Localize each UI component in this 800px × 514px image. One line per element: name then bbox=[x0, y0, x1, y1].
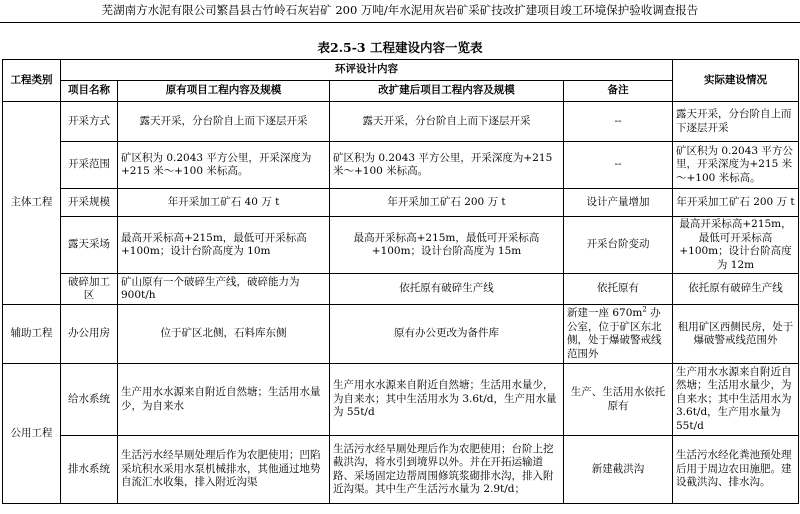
cell-remark bbox=[564, 305, 673, 364]
col-expansion: 改扩建后项目工程内容及规模 bbox=[330, 81, 564, 102]
cell-remark: 生产、生活用水依托原有 bbox=[564, 364, 673, 436]
cell-remark: 新建截洪沟 bbox=[564, 436, 673, 504]
cell-expansion: 生产用水水源来自附近自然塘；生活用水量少，为自来水；其中生活用水为 3.6t/d，生产用水量为 55t/d bbox=[330, 364, 564, 436]
cell-expansion: 生活污水经旱厕处理后作为农肥使用；台阶上挖截洪沟，将水引到境界以外。并在开拓运输道路、采场固定边帮周围修筑浆砌排水沟，排入附近沟渠。其中生产生活污水量为 2.9t/d； bbox=[330, 436, 564, 504]
cell-actual: 最高开采标高+215m，最低可开采标高+100m；设计台阶高度为 12m bbox=[673, 217, 799, 274]
cell-name: 给水系统 bbox=[61, 364, 118, 436]
cell-name: 开采规模 bbox=[61, 189, 118, 217]
table-row bbox=[3, 217, 799, 274]
group-aux: 辅助工程 bbox=[3, 305, 61, 364]
cell-actual: 租用矿区西侧民房，处于爆破警戒线范围外 bbox=[673, 305, 799, 364]
cell-actual: 露天开采，分台阶自上而下逐层开采 bbox=[673, 102, 799, 142]
table-row bbox=[3, 305, 799, 364]
remark-text-b: 办公室，位于矿区东北侧，处于爆破警戒线范围外 bbox=[567, 307, 662, 360]
cell-actual: 生活污水经化粪池预处理后用于周边农田施肥。建设截洪沟、排水沟。 bbox=[673, 436, 799, 504]
cell-name: 排水系统 bbox=[61, 436, 118, 504]
cell-expansion: 最高开采标高+215m，最低可开采标高+100m；设计台阶高度为 15m bbox=[330, 217, 564, 274]
table-row bbox=[3, 102, 799, 142]
cell-actual: 矿区积为 0.2043 平方公里，开采深度为+215 米～+100 米标高。 bbox=[673, 142, 799, 189]
cell-name: 办公用房 bbox=[61, 305, 118, 364]
remark-superscript: 2 bbox=[642, 305, 647, 314]
cell-remark: -- bbox=[564, 102, 673, 142]
col-original: 原有项目工程内容及规模 bbox=[118, 81, 330, 102]
cell-name: 破碎加工区 bbox=[61, 274, 118, 305]
cell-expansion: 年开采加工矿石 200 万 t bbox=[330, 189, 564, 217]
group-main: 主体工程 bbox=[3, 102, 61, 305]
cell-original: 露天开采，分台阶自上而下逐层开采 bbox=[118, 102, 330, 142]
col-category: 工程类别 bbox=[3, 60, 61, 102]
cell-original: 矿区积为 0.2043 平方公里，开采深度为+215 米～+100 米标高。 bbox=[118, 142, 330, 189]
report-header: 芜湖南方水泥有限公司繁昌县古竹岭石灰岩矿 200 万吨/年水泥用灰岩矿采矿技改扩建项目竣工环境保护验收调查报告 bbox=[0, 0, 800, 23]
table-row bbox=[3, 436, 799, 504]
cell-remark: -- bbox=[564, 142, 673, 189]
cell-actual: 年开采加工矿石 200 万 t bbox=[673, 189, 799, 217]
table-row bbox=[3, 189, 799, 217]
cell-expansion: 原有办公更改为备件库 bbox=[330, 305, 564, 364]
cell-original: 最高开采标高+215m，最低可开采标高+100m；设计台阶高度为 10m bbox=[118, 217, 330, 274]
group-public: 公用工程 bbox=[3, 364, 61, 504]
table-row bbox=[3, 142, 799, 189]
cell-original: 生产用水水源来自附近自然塘；生活用水量少，为自来水 bbox=[118, 364, 330, 436]
cell-expansion: 露天开采，分台阶自上而下逐层开采 bbox=[330, 102, 564, 142]
table-row bbox=[3, 364, 799, 436]
cell-actual: 依托原有破碎生产线 bbox=[673, 274, 799, 305]
table-row bbox=[3, 274, 799, 305]
cell-original: 矿山原有一个破碎生产线，破碎能力为 900t/h bbox=[118, 274, 330, 305]
cell-original: 年开采加工矿石 40 万 t bbox=[118, 189, 330, 217]
cell-name: 开采方式 bbox=[61, 102, 118, 142]
col-actual: 实际建设情况 bbox=[673, 60, 799, 102]
cell-name: 露天采场 bbox=[61, 217, 118, 274]
cell-remark: 设计产量增加 bbox=[564, 189, 673, 217]
remark-text-a: 新建一座 670m bbox=[567, 307, 643, 319]
col-project-name: 项目名称 bbox=[61, 81, 118, 102]
table-caption: 表2.5-3 工程建设内容一览表 bbox=[317, 40, 483, 55]
cell-actual: 生产用水水源来自附近自然塘；生活用水量少，为自来水；其中生活用水为 3.6t/d，生产用水量为 55t/d bbox=[673, 364, 799, 436]
cell-expansion: 矿区积为 0.2043 平方公里，开采深度为+215 米～+100 米标高。 bbox=[330, 142, 564, 189]
construction-content-table bbox=[2, 59, 799, 504]
cell-original: 位于矿区北侧，石料库东侧 bbox=[118, 305, 330, 364]
cell-remark: 开采台阶变动 bbox=[564, 217, 673, 274]
col-eia-group: 环评设计内容 bbox=[61, 60, 673, 81]
cell-remark: 依托原有 bbox=[564, 274, 673, 305]
cell-name: 开采范围 bbox=[61, 142, 118, 189]
cell-original: 生活污水经旱厕处理后作为农肥使用；凹陷采坑积水采用水泵机械排水，其他通过地势自流汇水收集，排入附近沟渠 bbox=[118, 436, 330, 504]
col-remark: 备注 bbox=[564, 81, 673, 102]
cell-expansion: 依托原有破碎生产线 bbox=[330, 274, 564, 305]
